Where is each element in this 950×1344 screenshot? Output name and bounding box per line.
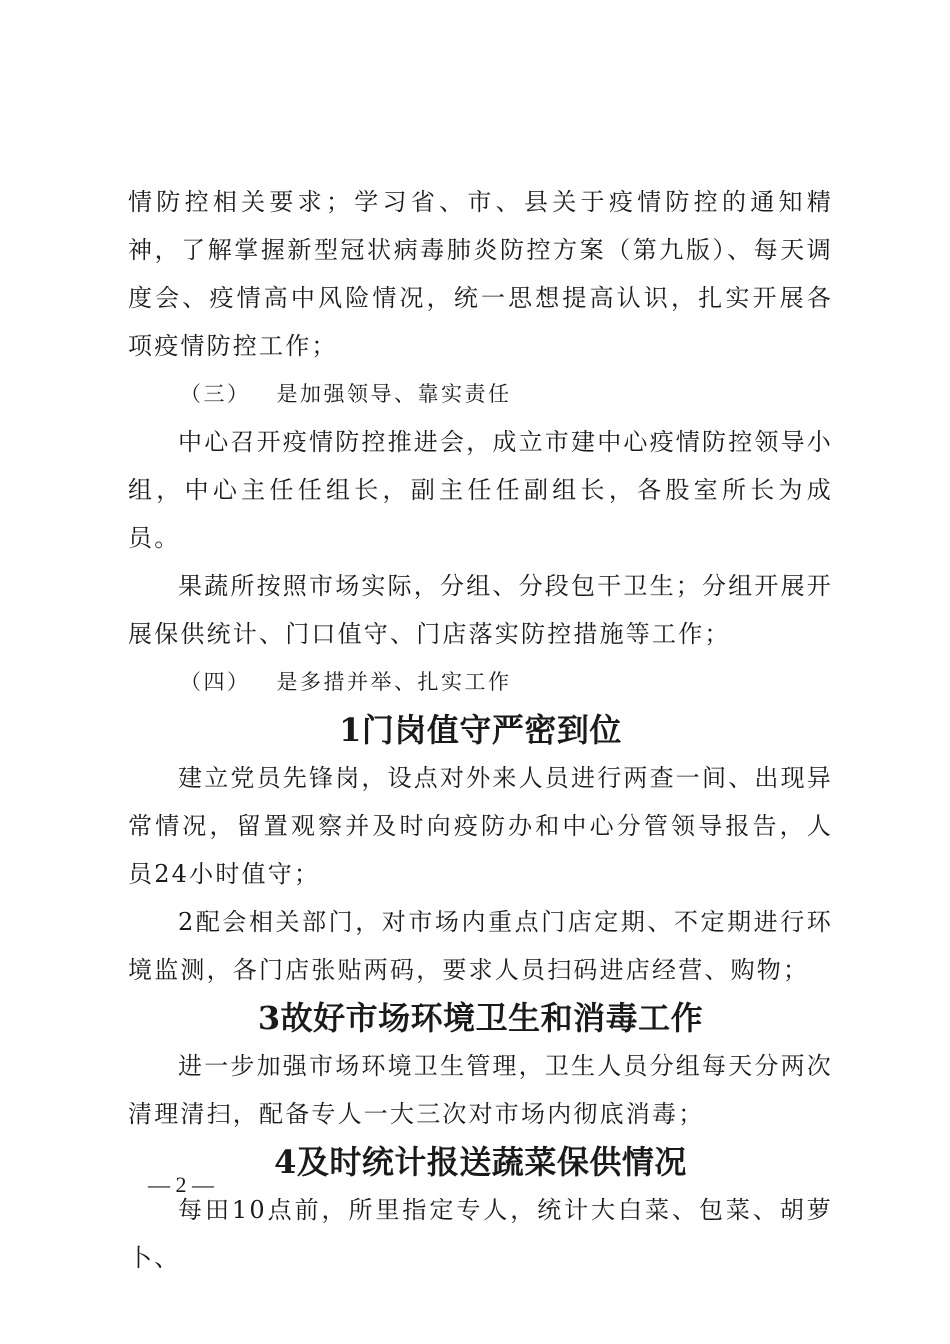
document-body [128,178,833,1282]
section-3-title: 是加强领导、靠实责任 [276,382,512,406]
section-3-label: （三） [180,382,251,406]
section-4-title: 是多措并举、扎实工作 [276,670,512,694]
section-4-label: （四） [180,670,251,694]
section-heading-3 [128,370,833,418]
heading-3: 3故好市场环境卫生和消毒工作 [257,999,704,1037]
page-number: — 2 — [148,1172,214,1197]
paragraph-2: 中心召开疫情防控推进会，成立市建中心疫情防控领导小组，中心主任任组长，副主任任副组长，各股室所长为成员。 [128,428,833,552]
heading-4: 4及时统计报送蔬菜保供情况 [274,1143,687,1181]
heading-1: 1门岗值守严密到位 [339,711,622,749]
paragraph-4: 建立党员先锋岗，设点对外来人员进行两查一间、出现异常情况，留置观察并及时向疫防办和中心分管领导报告，人员24小时值守； [128,764,833,888]
paragraph-5: 2配会相关部门，对市场内重点门店定期、不定期进行环境监测，各门店张贴两码，要求人员扫码进店经营、购物； [128,908,833,984]
section-heading-4 [128,658,833,706]
paragraph-3: 果蔬所按照市场实际，分组、分段包干卫生；分组开展开展保供统计、门口值守、门店落实防控措施等工作； [128,572,833,648]
paragraph-6: 进一步加强市场环境卫生管理，卫生人员分组每天分两次清理清扫，配备专人一大三次对市场内彻底消毒； [128,1052,833,1128]
paragraph-7: 每田10点前，所里指定专人，统计大白菜、包菜、胡萝卜、 [128,1196,833,1272]
paragraph-1: 情防控相关要求；学习省、市、县关于疫情防控的通知精神，了解掌握新型冠状病毒肺炎防控方案（第九版）、每天调度会、疫情高中风险情况，统一思想提高认识，扎实开展各项疫情防控工作； [128,188,833,360]
